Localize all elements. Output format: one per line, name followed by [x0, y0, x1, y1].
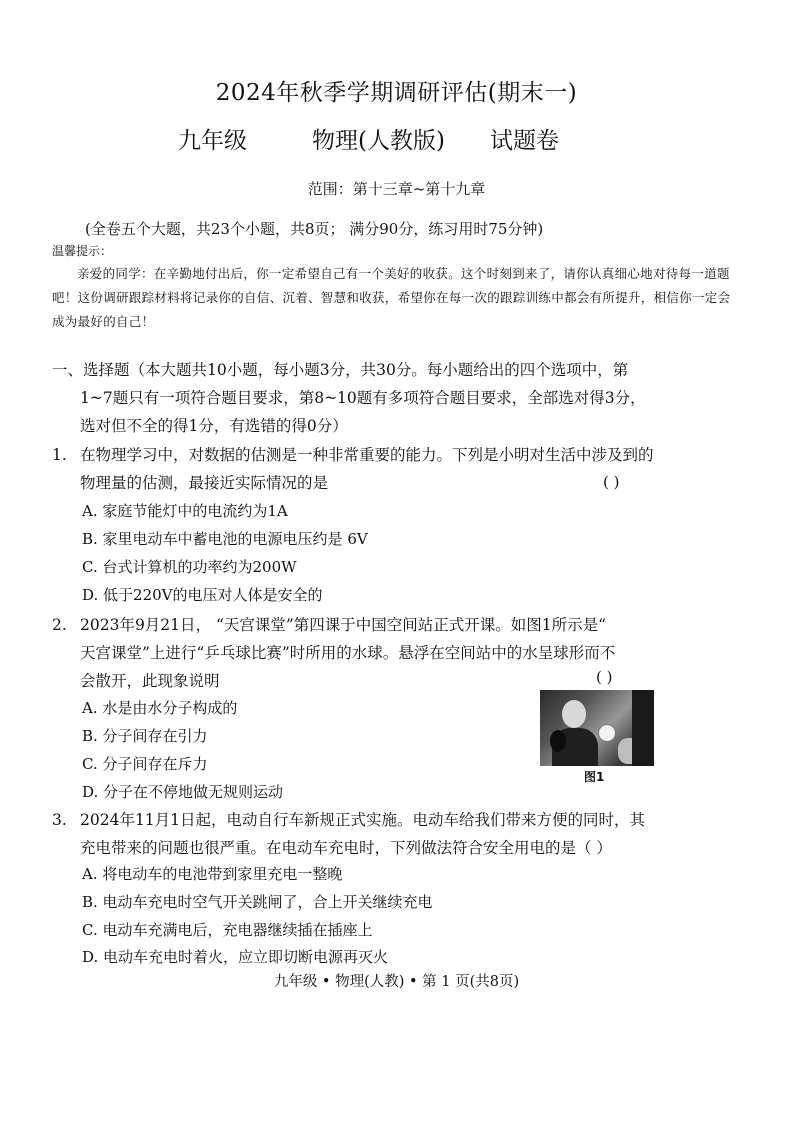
- option-b: B. 分子间存在引力: [82, 727, 208, 745]
- option-a: A. 将电动车的电池带到家里充电一整晚: [82, 865, 343, 883]
- question-text: 物理量的估测，最接近实际情况的是: [80, 474, 329, 492]
- option-d: D. 电动车充电时着火，应立即切断电源再灭火: [82, 948, 389, 966]
- option-d: D. 分子在不停地做无规则运动: [82, 783, 284, 801]
- paper-label: 试题卷: [490, 128, 559, 154]
- question-number: 1.: [52, 446, 67, 464]
- tips-heading: 温馨提示：: [52, 244, 113, 258]
- option-b: B. 电动车充电时空气开关跳闸了，合上开关继续充电: [82, 893, 433, 911]
- exam-scope: 范围：第十三章~第十九章: [307, 180, 486, 198]
- paddle-shape: [550, 730, 566, 752]
- section1-line1: 一、选择题（本大题共10小题，每小题3分，共30分。每小题给出的四个选项中，第: [52, 361, 629, 379]
- question-text: 在物理学习中，对数据的估测是一种非常重要的能力。下列是小明对生活中涉及到的: [80, 446, 654, 464]
- exam-info: (全卷五个大题，共23个小题，共8页； 满分90分，练习用时75分钟): [85, 220, 544, 238]
- option-d: D. 低于220V的电压对人体是安全的: [82, 586, 323, 604]
- question-number: 3.: [52, 811, 67, 829]
- answer-bracket: ( ): [596, 668, 613, 686]
- page-footer: 九年级 • 物理(人教) • 第 1 页(共8页): [273, 974, 520, 990]
- answer-bracket: ( ): [603, 473, 620, 491]
- option-c: C. 分子间存在斥力: [82, 755, 208, 773]
- option-c: C. 电动车充满电后，充电器继续插在插座上: [82, 921, 373, 939]
- section1-line3: 选对但不全的得1分，有选错的得0分）: [80, 417, 348, 435]
- question-text: 会散开，此现象说明: [80, 672, 220, 690]
- question-text: 天宫课堂”上进行“乒乓球比赛”时所用的水球。悬浮在空间站中的水呈球形而不: [80, 644, 616, 662]
- tips-body: 亲爱的同学：在辛勤地付出后，你一定希望自己有一个美好的收获。这个时刻到来了，请你认真细心地对待每一道题吧！这份调研跟踪材料将记录你的自信、沉着、智慧和收获，希望你在每一次的跟踪训练中都会有所提升，相信你一定会成为最好的自己！: [52, 266, 731, 329]
- background-shape: [632, 690, 654, 766]
- grade-label: 九年级: [178, 128, 247, 154]
- question-text: 充电带来的问题也很严重。在电动车充电时，下列做法符合安全用电的是（ ）: [80, 839, 612, 857]
- option-a: A. 家庭节能灯中的电流约为1A: [82, 502, 288, 520]
- water-ball-photo: [540, 690, 654, 766]
- exam-title: 2024年秋季学期调研评估(期末一): [215, 80, 578, 106]
- question-text: 2023年9月21日， “天宫课堂”第四课于中国空间站正式开课。如图1所示是“: [80, 616, 607, 634]
- option-c: C. 台式计算机的功率约为200W: [82, 558, 297, 576]
- section1-line2: 1~7题只有一项符合题目要求，第8~10题有多项符合题目要求，全部选对得3分，: [80, 389, 646, 407]
- question-number: 2.: [52, 616, 67, 634]
- water-ball-shape: [598, 724, 616, 742]
- option-b: B. 家里电动车中蓄电池的电源电压约是 6V: [82, 530, 368, 548]
- option-a: A. 水是由水分子构成的: [82, 699, 238, 717]
- question-text: 2024年11月1日起，电动自行车新规正式实施。电动车给我们带来方便的同时，其: [80, 811, 646, 829]
- astronaut-face-shape: [562, 700, 586, 728]
- figure-caption: 图1: [584, 770, 605, 784]
- subject-label: 物理(人教版): [312, 128, 445, 154]
